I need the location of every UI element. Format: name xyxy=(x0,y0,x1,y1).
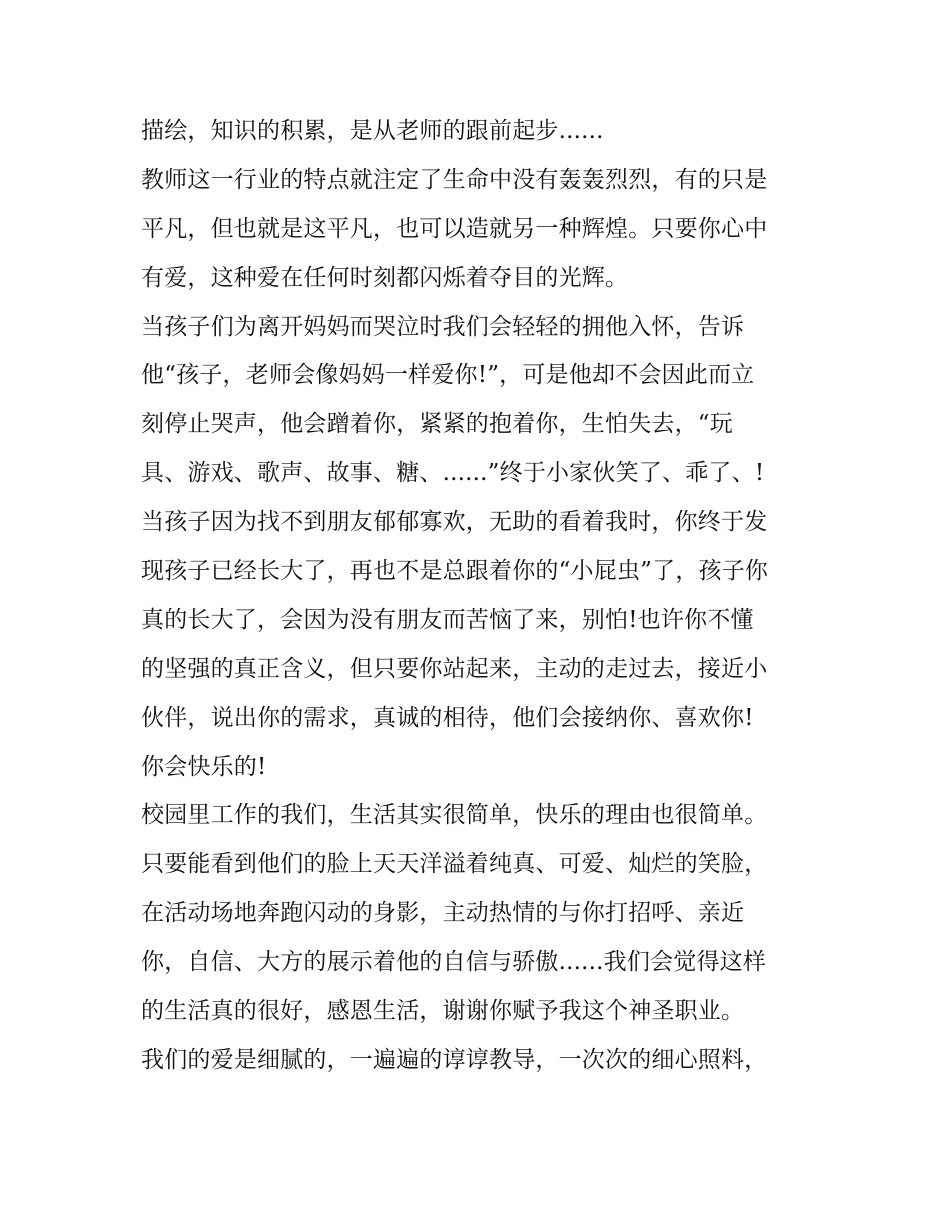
text-line: 真的长大了，会因为没有朋友而苦恼了来，别怕!也许你不懂 xyxy=(141,606,754,633)
text-line: 只要能看到他们的脸上天天洋溢着纯真、可爱、灿烂的笑脸， xyxy=(141,851,768,878)
text-line: 的生活真的很好，感恩生活，谢谢你赋予我这个神圣职业。 xyxy=(141,998,745,1025)
text-line: 平凡，但也就是这平凡，也可以造就另一种辉煌。只要你心中 xyxy=(141,215,768,242)
text-line: 当孩子因为找不到朋友郁郁寡欢，无助的看着我时，你终于发 xyxy=(141,509,768,536)
body-text xyxy=(141,107,841,1085)
text-line: 校园里工作的我们，生活其实很简单，快乐的理由也很简单。 xyxy=(141,802,768,829)
text-line: 教师这一行业的特点就注定了生命中没有轰轰烈烈，有的只是 xyxy=(141,166,768,193)
text-line: 我们的爱是细腻的，一遍遍的谆谆教导，一次次的细心照料， xyxy=(141,1046,768,1073)
text-line: 当孩子们为离开妈妈而哭泣时我们会轻轻的拥他入怀，告诉 xyxy=(141,313,745,340)
text-line: 描绘，知识的积累，是从老师的跟前起步...... xyxy=(141,118,604,144)
text-line: 有爱，这种爱在任何时刻都闪烁着夺目的光辉。 xyxy=(141,264,629,291)
text-line: 刻停止哭声，他会蹭着你，紧紧的抱着你，生怕失去，“玩 xyxy=(141,411,733,438)
text-line: 他“孩子，老师会像妈妈一样爱你!”，可是他却不会因此而立 xyxy=(141,362,755,389)
text-line: 现孩子已经长大了，再也不是总跟着你的“小屁虫”了，孩子你 xyxy=(141,558,769,585)
text-line: 伙伴，说出你的需求，真诚的相待，他们会接纳你、喜欢你! xyxy=(141,704,754,731)
text-line: 具、游戏、歌声、故事、糖、......”终于小家伙笑了、乖了、! xyxy=(141,460,765,487)
text-line: 你会快乐的! xyxy=(141,753,267,780)
text-line: 在活动场地奔跑闪动的身影，主动热情的与你打招呼、亲近 xyxy=(141,900,745,927)
text-line: 你，自信、大方的展示着他的自信与骄傲......我们会觉得这样 xyxy=(141,949,767,976)
text-line: 的坚强的真正含义，但只要你站起来，主动的走过去，接近小 xyxy=(141,655,768,682)
